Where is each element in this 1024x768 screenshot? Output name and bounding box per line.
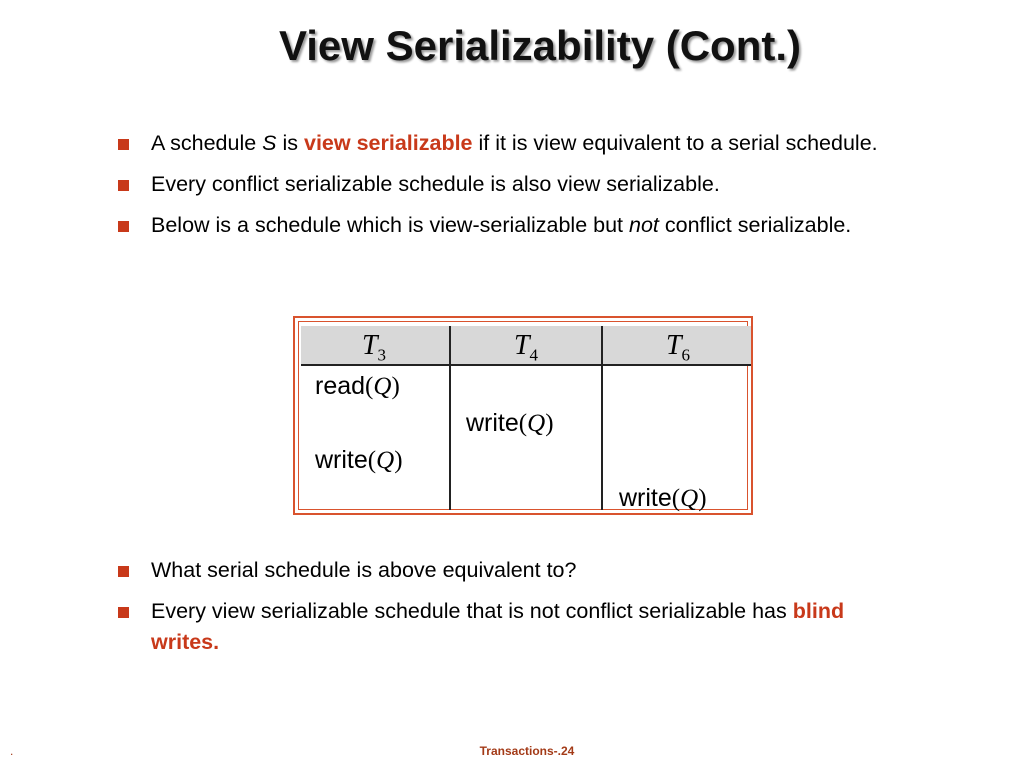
bullet-text: What serial schedule is above equivalent to?	[151, 558, 577, 582]
schedule-table	[293, 316, 753, 515]
op-paren: (	[367, 447, 377, 474]
bullet-item	[118, 596, 918, 658]
emphasized-word: not	[629, 213, 659, 237]
slide-footer: Transactions-.24	[479, 744, 575, 758]
op-t4-write-q	[466, 409, 554, 438]
bullet-list	[118, 128, 918, 251]
op-paren: (	[671, 485, 681, 512]
transaction-name: T	[361, 330, 378, 361]
op-function: write	[466, 409, 519, 437]
bullet-text-part: conflict serializable.	[658, 213, 852, 237]
bullet-text-part: is	[276, 131, 304, 155]
op-paren: )	[698, 485, 707, 512]
bullet-item	[118, 169, 918, 200]
op-t3-read-q	[315, 372, 400, 401]
transaction-subscript: 6	[681, 345, 691, 365]
highlighted-term: view serializable	[304, 131, 473, 155]
op-arg: Q	[376, 447, 395, 474]
transaction-subscript: 4	[529, 345, 539, 365]
bullet-square-icon	[118, 566, 129, 577]
schedule-variable: S	[262, 131, 277, 155]
bullet-item	[118, 210, 918, 241]
op-paren: )	[545, 410, 554, 437]
bullet-text-part: A schedule	[151, 131, 263, 155]
slide-title: View Serializability (Cont.)	[278, 22, 801, 69]
bullet-text-part: Every view serializable schedule that is not conflict serializable has	[151, 599, 793, 623]
op-paren: )	[391, 373, 400, 400]
op-arg: Q	[527, 410, 546, 437]
bullet-square-icon	[118, 221, 129, 232]
transaction-subscript: 3	[377, 345, 387, 365]
op-t6-write-q	[619, 484, 707, 513]
bullet-item	[118, 555, 918, 586]
op-paren: (	[365, 373, 374, 400]
op-arg: Q	[680, 485, 699, 512]
op-function: write	[619, 484, 672, 512]
op-paren: )	[394, 447, 403, 474]
bullet-square-icon	[118, 139, 129, 150]
transaction-name: T	[665, 330, 682, 361]
op-t3-write-q	[315, 446, 403, 475]
corner-mark: .	[10, 744, 14, 758]
header-t3	[299, 330, 449, 366]
bullet-square-icon	[118, 180, 129, 191]
op-arg: Q	[373, 373, 392, 400]
bullet-list-bottom	[118, 555, 918, 668]
bullet-text-part: if it is view equivalent to a serial schedule.	[472, 131, 878, 155]
header-t6	[603, 330, 753, 366]
schedule-table-inner-border	[298, 321, 748, 510]
bullet-text-part: Below is a schedule which is view-serializable but	[151, 213, 629, 237]
bullet-text: Every conflict serializable schedule is also view serializable.	[151, 172, 720, 196]
op-function: write	[315, 446, 368, 474]
bullet-item	[118, 128, 918, 159]
op-function: read	[315, 372, 366, 400]
transaction-name: T	[513, 330, 530, 361]
bullet-square-icon	[118, 607, 129, 618]
header-t4	[451, 330, 601, 366]
highlighted-term: blind writes.	[151, 599, 845, 654]
op-paren: (	[518, 410, 528, 437]
